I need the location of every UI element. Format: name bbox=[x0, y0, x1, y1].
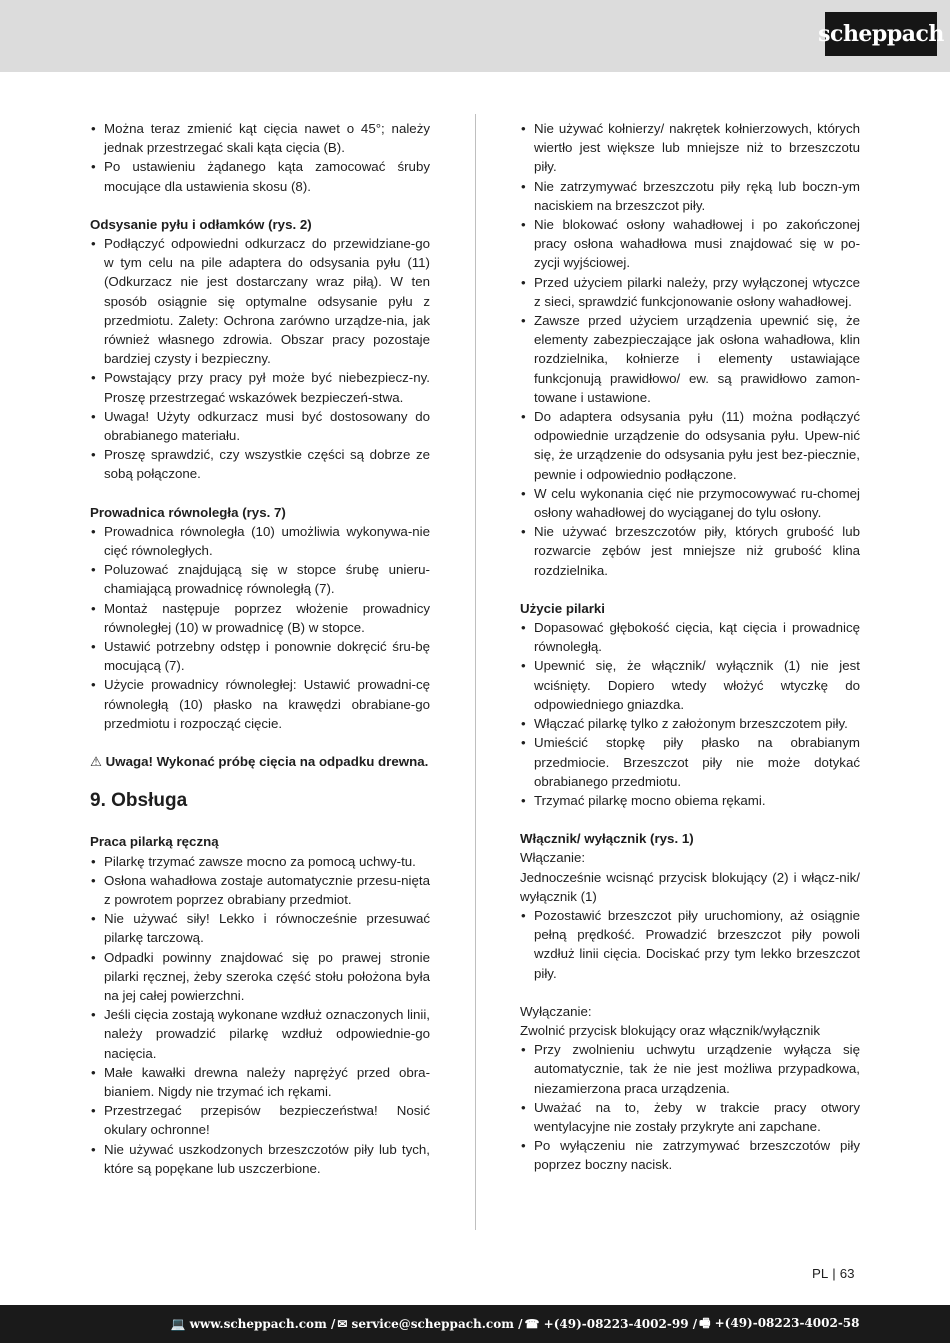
list-item: • Uważać na to, żeby w trakcie pracy otwory wentylacyjne nie zostały przykryte ani zapchane. bbox=[520, 1098, 860, 1136]
list-item: • Trzymać pilarkę mocno obiema rękami. bbox=[520, 791, 860, 810]
list-item: • Nie zatrzymywać brzeszczotu piły ręką lub boczn-ym naciskiem na brzeszczot piły. bbox=[520, 177, 860, 215]
parallel-guide-heading: Prowadnica równoległa (rys. 7) bbox=[90, 504, 286, 520]
list-item: • Nie używać siły! Lekko i równocześnie przesuwać pilarkę tarczową. bbox=[90, 909, 430, 947]
list-item: • W celu wykonania cięć nie przymocowywać ru-chomej osłony wahadłowej do wyciąganej do tylu osłony. bbox=[520, 484, 860, 522]
footer-phone: ☎ +(49)-08223-4002-99 / bbox=[524, 1317, 698, 1331]
list-item: • Nie używać kołnierzy/ nakrętek kołnierzowych, których wiertło jest większe lub mniejsze niż to brzeszczotu piły. bbox=[520, 119, 860, 177]
warning-icon: ⚠ bbox=[90, 754, 102, 770]
list-item: • Włączać pilarkę tylko z założonym brzeszczotem piły. bbox=[520, 714, 860, 733]
list-item: • Ustawić potrzebny odstęp i ponownie dokręcić śru-bę mocującą (7). bbox=[90, 637, 430, 675]
hand-saw-heading: Praca pilarką ręczną bbox=[90, 834, 219, 850]
footer-email[interactable]: ✉ service@scheppach.com / bbox=[337, 1317, 523, 1331]
spacer bbox=[520, 983, 860, 1002]
page-number bbox=[812, 1264, 855, 1283]
list-item: • Pozostawić brzeszczot piły uruchomiony, aż osiągnie pełną prędkość. Prowadzić brzeszczot piły powoli wzdłuż linii cięcia. Dociskać przy tym lekko brzeszczot piły. bbox=[520, 906, 860, 983]
list-item: • Poluzować znajdującą się w stopce śrubę unieru-chamiającą prowadnicę równoległą (7). bbox=[90, 560, 430, 598]
switch-off-text: Zwolnić przycisk blokujący oraz włącznik/wyłącznik bbox=[520, 1022, 821, 1038]
left-column bbox=[90, 119, 430, 1178]
parallel-guide-list bbox=[90, 522, 430, 733]
list-item: • Podłączyć odpowiedni odkurzacz do przewidziane-go w tym celu na pile adaptera do odsysania pyłu (11) (Odkurzacz nie jest dostarczany wraz piłą). W ten sposób osiągnie się optymalne odsysanie pyłu z przedmiotu. Zalety: Ochrona zarówno urządze-nia, jak również własnego zdrowia. Obszar pracy pozostaje bardziej czysty i bezpieczny. bbox=[90, 234, 430, 368]
page-separator: | bbox=[832, 1266, 836, 1281]
list-item: • Małe kawałki drewna należy naprężyć przed obra-bianiem. Nigdy nie trzymać ich rękami. bbox=[90, 1063, 430, 1101]
page-footer bbox=[0, 1305, 950, 1343]
switch-on-text: Jednocześnie wcisnąć przycisk blokujący (2) i włącz-nik/ wyłącznik (1) bbox=[520, 869, 860, 904]
switch-off-list bbox=[520, 1040, 860, 1174]
list-item: • Przed użyciem pilarki należy, przy wyłączonej wtyczce z sieci, sprawdzić funkcjonowanie osłony wahadłowej. bbox=[520, 273, 860, 311]
footer-website[interactable]: 💻 www.scheppach.com / bbox=[170, 1317, 336, 1331]
list-item: • Montaż następuje poprzez włożenie prowadnicy równoległej (10) w prowadnicę (B) w stopce. bbox=[90, 599, 430, 637]
list-item: • Nie blokować osłony wahadłowej i po zakończonej pracy osłona wahadłowa musi znajdować się w po-zycji wyjściowej. bbox=[520, 215, 860, 273]
list-item: • Osłona wahadłowa zostaje automatycznie przesu-nięta z powrotem poprzez obrabiany przedmiot. bbox=[90, 871, 430, 909]
warning-text: Uwaga! Wykonać próbę cięcia na odpadku drewna. bbox=[105, 754, 429, 770]
list-item: • Nie używać brzeszczotów piły, których grubość lub rozwarcie zębów jest mniejsze niż grubość klina rozdzielnika. bbox=[520, 522, 860, 580]
switch-on-label: Włączanie: bbox=[520, 850, 586, 866]
list-item: • Do adaptera odsysania pyłu (11) można podłączyć odpowiednie urządzenie do odsysania pyłu. Upew-nić się, że urządzenie do odsysania pyłu jest bez-piecznie, pewnie i odpowiednio podłączone. bbox=[520, 407, 860, 484]
right-column bbox=[520, 119, 860, 1175]
list-item: • Uwaga! Użyty odkurzacz musi być dostosowany do obrabianego materiału. bbox=[90, 407, 430, 445]
page-number-value: 63 bbox=[839, 1266, 855, 1281]
safety-list bbox=[520, 119, 860, 580]
list-item: • Zawsze przed użyciem urządzenia upewnić się, że elementy zabezpieczające jak osłona wahadłowa, klin rozdzielnika, kołnierze i elementy ustawiające funkcjonują prawidłowo/ ew. są prawidłowo zamon-towane i ustawione. bbox=[520, 311, 860, 407]
hand-saw-list bbox=[90, 852, 430, 1178]
page-language: PL bbox=[812, 1266, 829, 1281]
switch-off-label: Wyłączanie: bbox=[520, 1003, 592, 1019]
saw-use-heading: Użycie pilarki bbox=[520, 600, 605, 616]
list-item: • Pilarkę trzymać zawsze mocno za pomocą uchwy-tu. bbox=[90, 852, 430, 871]
list-item: • Można teraz zmienić kąt cięcia nawet o 45°; należy jednak przestrzegać skali kąta cięcia (B). bbox=[90, 119, 430, 157]
section-title: 9. Obsługa bbox=[90, 790, 188, 812]
list-item: • Odpadki powinny znajdować się po prawej stronie pilarki ręcznej, żeby szeroka część stołu położona była na jej całej powierzchni. bbox=[90, 948, 430, 1006]
list-item: • Po ustawieniu żądanego kąta zamocować śruby mocujące dla ustawienia skosu (8). bbox=[90, 157, 430, 195]
dust-extraction-list bbox=[90, 234, 430, 484]
list-item: • Nie używać uszkodzonych brzeszczotów piły lub tych, które są popękane lub uszczerbione. bbox=[90, 1140, 430, 1178]
list-item: • Upewnić się, że włącznik/ wyłącznik (1) nie jest wciśnięty. Dopiero wtedy włożyć wtyczkę do odpowiedniego gniazdka. bbox=[520, 656, 860, 714]
list-item: • Użycie prowadnicy równoległej: Ustawić prowadni-cę równoległą (10) płasko na krawędzi obrabiane-go przedmiotu i rozpocząć cięcie. bbox=[90, 675, 430, 733]
list-item: • Umieścić stopkę piły płasko na obrabianym przedmiocie. Brzeszczot piły nie może dotykać obrabianego przedmiotu. bbox=[520, 733, 860, 791]
list-item: • Prowadnica równoległa (10) umożliwia wykonywa-nie cięć równoległych. bbox=[90, 522, 430, 560]
scheppach-logo: scheppach bbox=[825, 12, 937, 56]
intro-list bbox=[90, 119, 430, 196]
list-item: • Powstający przy pracy pył może być niebezpiecz-ny. Proszę przestrzegać wskazówek bezpieczeń-stwa. bbox=[90, 368, 430, 406]
footer-fax: 🖷 +(49)-08223-4002-58 bbox=[699, 1315, 860, 1330]
list-item: • Jeśli cięcia zostają wykonane wzdłuż oznaczonych linii, należy prowadzić pilarkę wzdłuż odpowiednie-go nacięcia. bbox=[90, 1005, 430, 1063]
list-item: • Przy zwolnieniu uchwytu urządzenie wyłącza się automatycznie, tak że nie jest możliwa przypadkowa, niezamierzona praca urządzenia. bbox=[520, 1040, 860, 1098]
saw-use-list bbox=[520, 618, 860, 810]
column-divider bbox=[475, 114, 476, 1230]
list-item: • Przestrzegać przepisów bezpieczeństwa! Nosić okulary ochronne! bbox=[90, 1101, 430, 1139]
page-header bbox=[0, 0, 950, 72]
list-item: • Dopasować głębokość cięcia, kąt cięcia i prowadnicę równoległą. bbox=[520, 618, 860, 656]
list-item: • Po wyłączeniu nie zatrzymywać brzeszczotów piły poprzez boczny nacisk. bbox=[520, 1136, 860, 1174]
switch-heading: Włącznik/ wyłącznik (rys. 1) bbox=[520, 831, 694, 847]
dust-extraction-heading: Odsysanie pyłu i odłamków (rys. 2) bbox=[90, 216, 312, 232]
switch-on-list bbox=[520, 906, 860, 983]
list-item: • Proszę sprawdzić, czy wszystkie części są dobrze ze sobą połączone. bbox=[90, 445, 430, 483]
warning-note bbox=[90, 752, 430, 771]
